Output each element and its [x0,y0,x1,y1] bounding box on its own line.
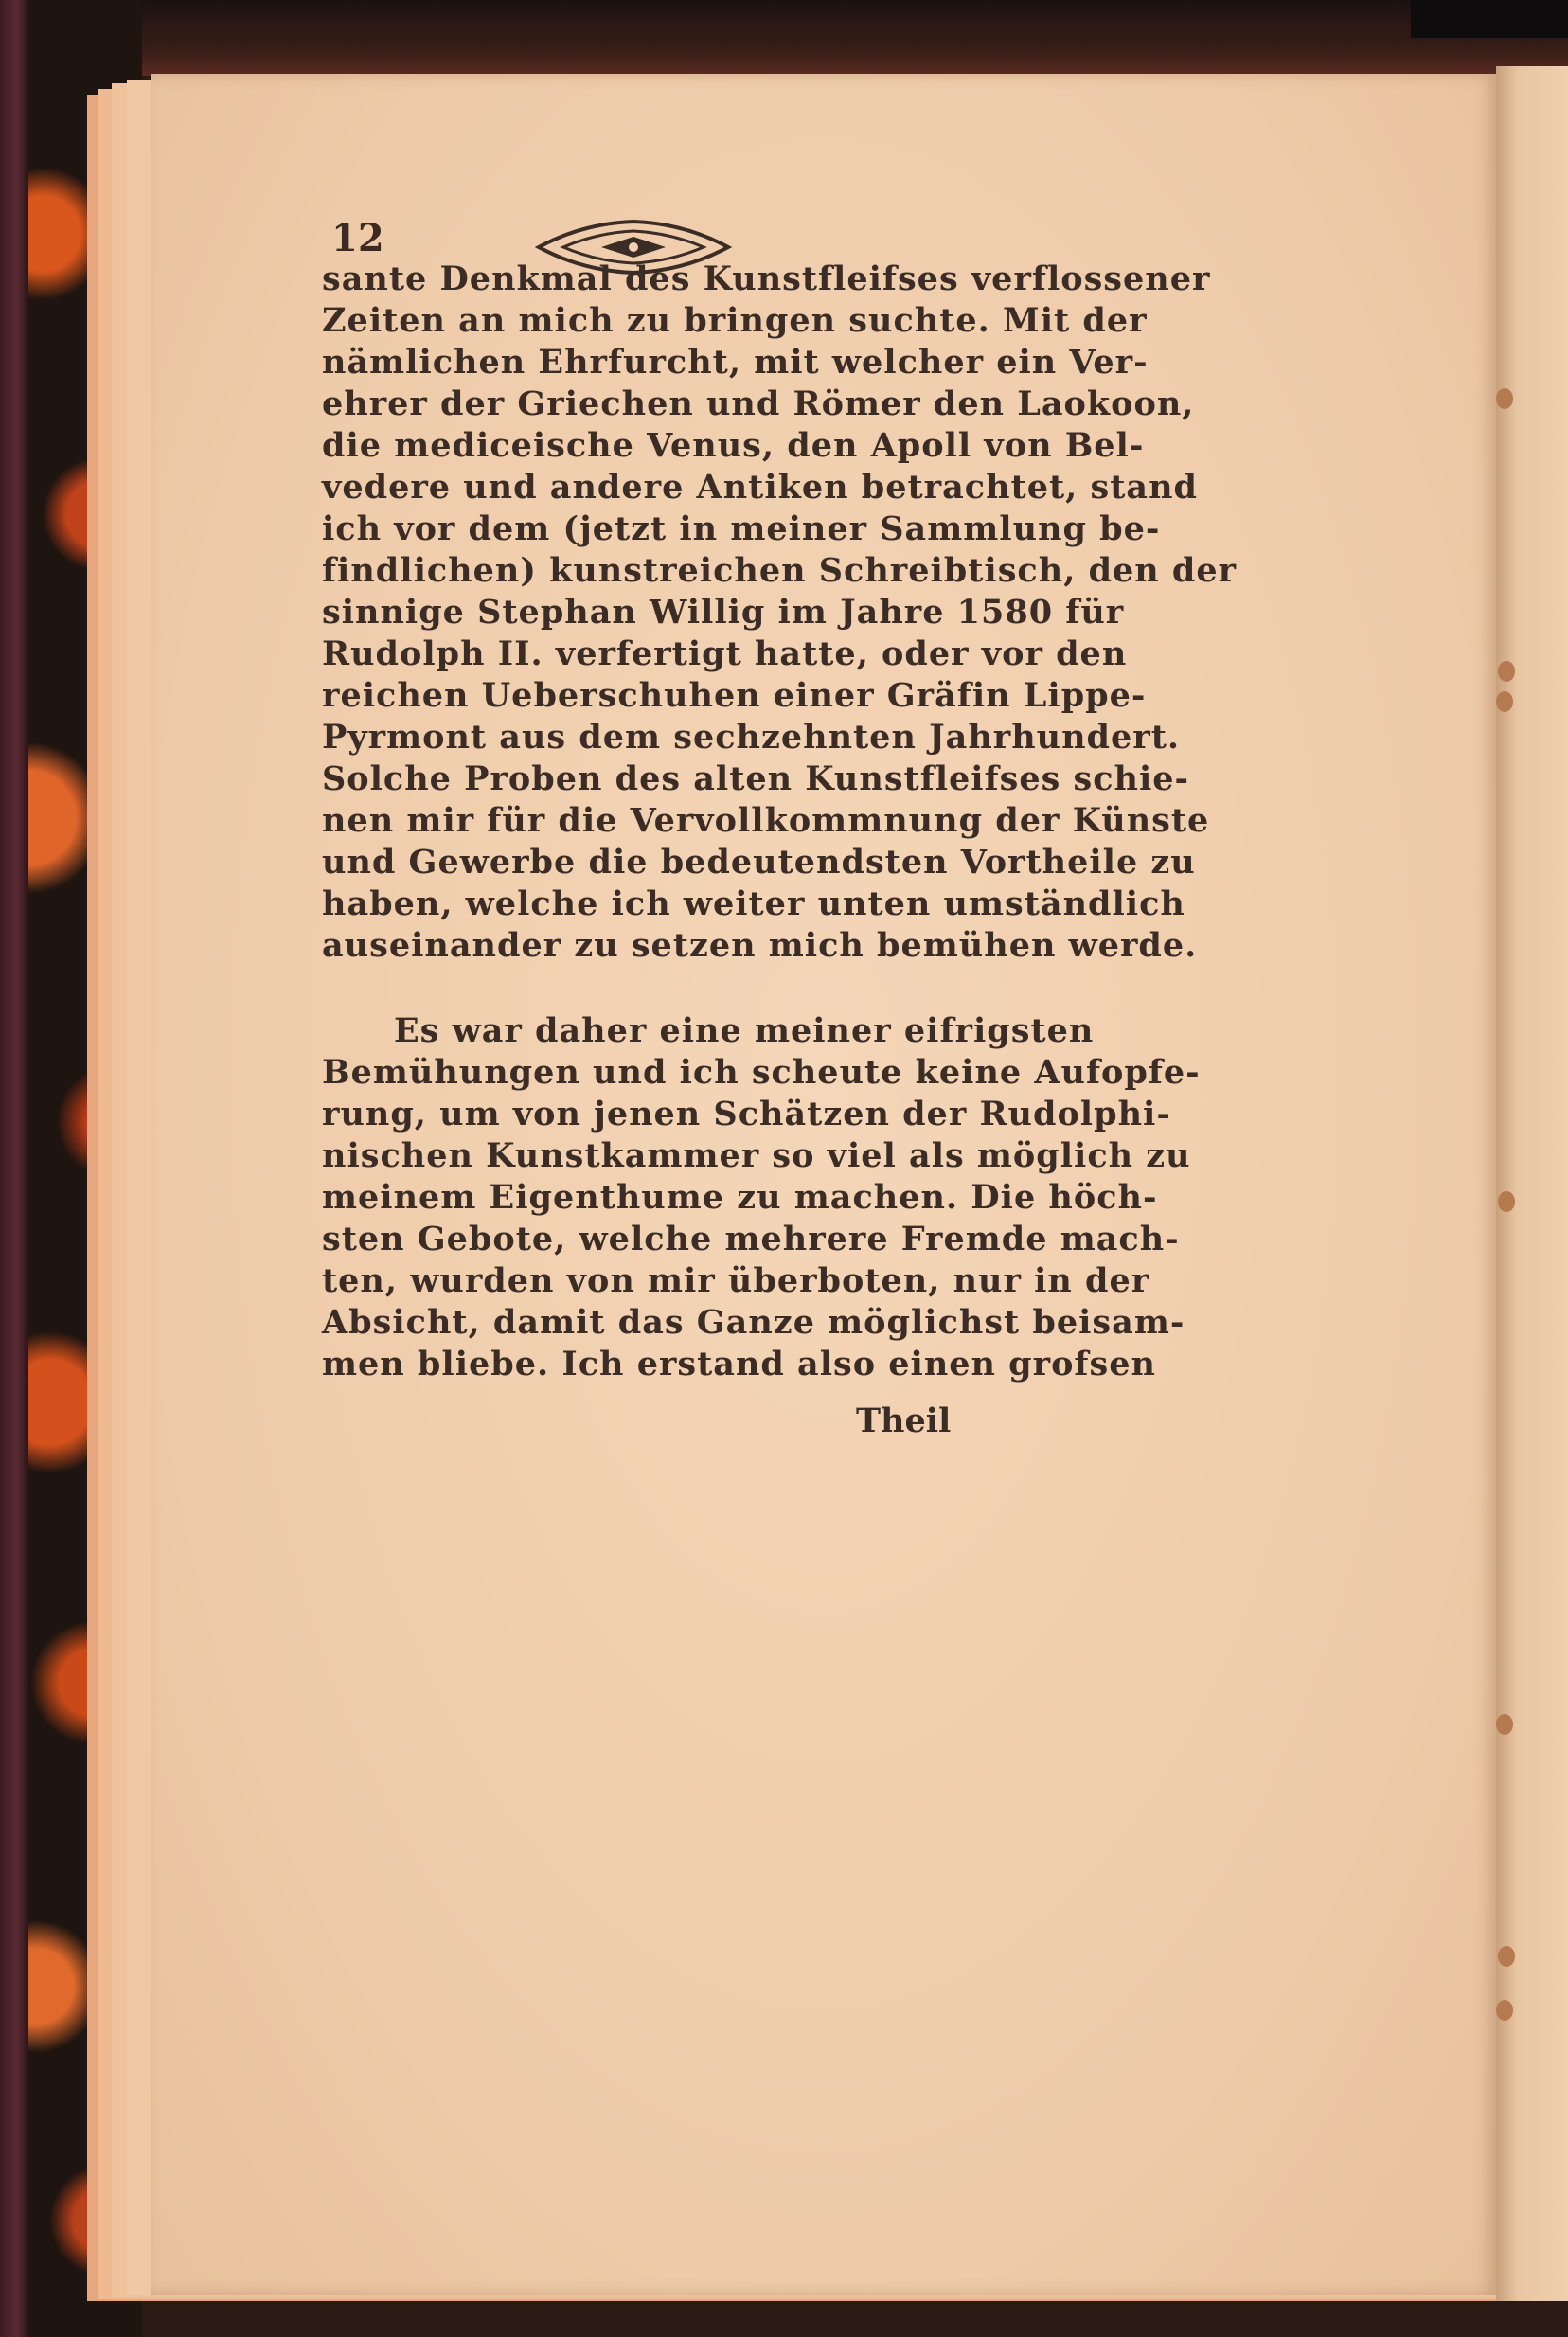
sewing-hole [1496,691,1513,712]
sewing-hole [1498,661,1515,682]
paragraph [322,1010,1201,1385]
text-line: Pyrmont aus dem sechzehnten Jahrhundert. [322,718,1181,757]
text-line: men bliebe. Ich erstand also einen grofsen [322,1345,1156,1383]
text-line: nen mir für die Vervollkommnung der Künste [322,801,1210,840]
paragraph [322,259,1238,967]
text-line: sante Denkmal des Kunstfleifses verflossener [322,259,1211,298]
sewing-hole [1496,2000,1513,2021]
sewing-hole [1496,1714,1513,1735]
text-line: rung, um von jenen Schätzen der Rudolphi- [322,1095,1171,1133]
text-line: Solche Proben des alten Kunstfleifses schie- [322,759,1190,798]
paragraph-gap [322,967,971,1010]
book-top-edge [0,0,1568,76]
page-number: 12 [331,216,384,260]
sewing-hole [1496,388,1513,409]
text-line: ehrer der Griechen und Römer den Laokoon, [322,384,1195,423]
text-line: sinnige Stephan Willig im Jahre 1580 für [322,593,1125,632]
text-line: vedere und andere Antiken betrachtet, stand [322,468,1198,507]
text-line: und Gewerbe die bedeutendsten Vortheile zu [322,843,1196,882]
text-line: haben, welche ich weiter unten umständlich [322,884,1185,923]
text-line: nämlichen Ehrfurcht, mit welcher ein Ver- [322,343,1149,382]
text-line: nischen Kunstkammer so viel als möglich zu [322,1136,1191,1175]
next-page-edge [1496,66,1568,2301]
text-line: meinem Eigenthume zu machen. Die höch- [322,1178,1158,1217]
text-line: auseinander zu setzen mich bemühen werde. [322,926,1198,965]
background-corner [1411,0,1568,38]
text-line: Bemühungen und ich scheute keine Aufopfe- [322,1053,1201,1092]
text-line: Es war daher eine meiner eifrigsten [394,1011,1095,1050]
text-line: ich vor dem (jetzt in meiner Sammlung be- [322,509,1161,548]
book-page [151,74,1496,2295]
text-line: Absicht, damit das Ganze möglichst beisam- [322,1303,1185,1342]
text-line: Rudolph II. verfertigt hatte, oder vor den [322,634,1128,673]
body-text [322,259,1238,1385]
book-spine [0,0,28,2337]
text-line: Zeiten an mich zu bringen suchte. Mit der [322,301,1148,340]
text-line: ten, wurden von mir überboten, nur in der [322,1261,1150,1300]
text-line: reichen Ueberschuhen einer Gräfin Lippe- [322,676,1147,715]
text-line: findlichen) kunstreichen Schreibtisch, den der [322,551,1238,590]
text-line: die mediceische Venus, den Apoll von Bel- [322,426,1145,465]
sewing-hole [1498,1946,1515,1967]
catchword: Theil [856,1401,952,1440]
sewing-hole [1498,1191,1515,1212]
text-line: sten Gebote, welche mehrere Fremde mach- [322,1220,1180,1258]
